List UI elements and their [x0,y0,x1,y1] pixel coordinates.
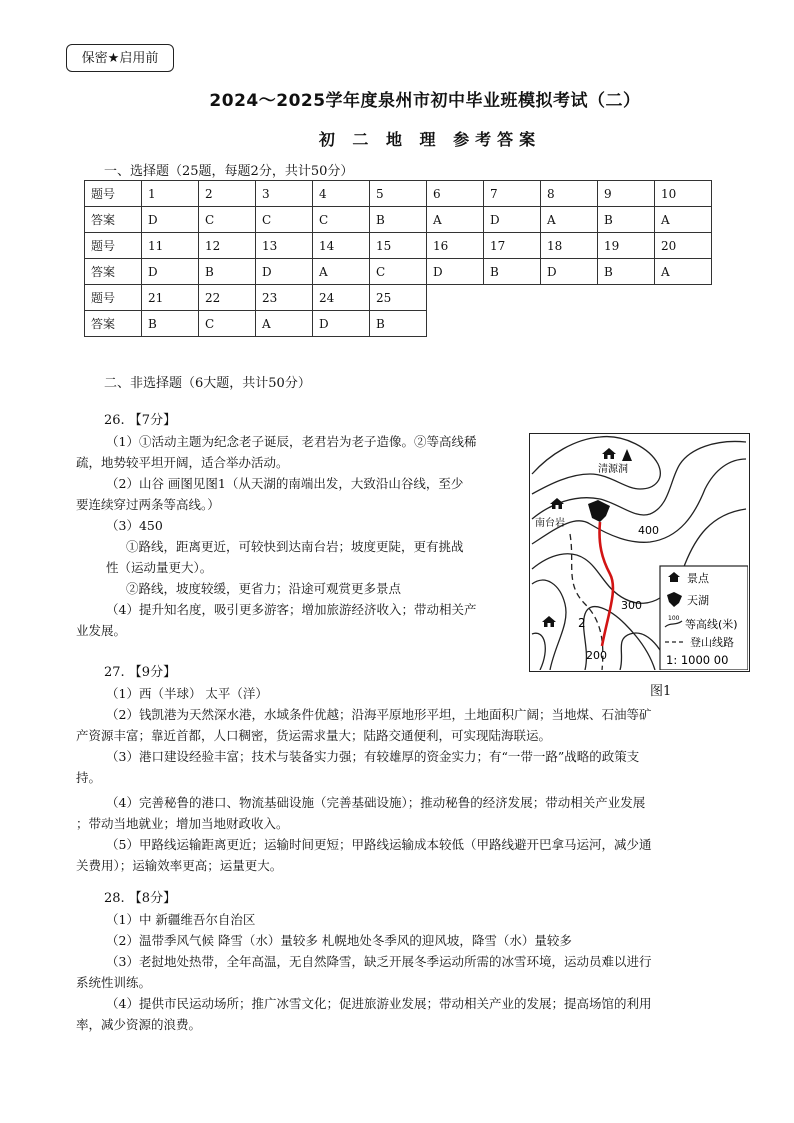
contour-line [532,437,660,494]
q28-line: 率，减少资源的浪费。 [76,1017,202,1032]
contour-line [532,441,746,519]
q28-heading: 28. 【8分】 [104,891,177,906]
confidential-label: 保密★启用前 [66,44,174,72]
answer-cell: A [541,207,598,233]
answer-cell: D [427,259,484,285]
scenic-spot-icon [542,616,556,627]
q27-line: 产资源丰富；靠近首都，人口稠密，货运需求量大；陆路交通便利，可实现陆海联运。 [76,728,552,743]
question-number-cell: 18 [541,233,598,259]
figure-caption: 图1 [650,684,672,699]
answer-cell: C [313,207,370,233]
map-scale: 1: 1000 00 [666,653,729,667]
q27-line: 持。 [76,770,102,785]
contour-map [529,433,750,672]
legend-route-label: 登山线路 [690,636,734,649]
contour-label-400: 400 [638,524,659,537]
question-number-cell: 13 [256,233,313,259]
answer-row [85,311,712,337]
answer-row-label: 答案 [85,311,142,337]
answer-cell: B [598,207,655,233]
tianhu-lake [588,500,610,522]
answer-cell: A [313,259,370,285]
q27-line: （4）完善秘鲁的港口、物流基础设施（完善基础设施）；推动秘鲁的经济发展；带动相关产业发展 [106,795,646,810]
q28-block [76,888,726,1035]
question-number-cell: 23 [256,285,313,311]
answer-cell: A [655,207,712,233]
question-number-cell: 8 [541,181,598,207]
question-number-cell: 5 [370,181,427,207]
q26-line: 疏，地势较平坦开阔，适合举办活动。 [76,455,289,470]
answer-cell: B [370,311,427,337]
q26-line: （3）450 [106,518,163,533]
question-number-cell: 12 [199,233,256,259]
question-number-cell: 14 [313,233,370,259]
answer-cell: A [427,207,484,233]
question-number-cell: 17 [484,233,541,259]
question-number-cell: 21 [142,285,199,311]
answer-cell: B [199,259,256,285]
q27-line: 关费用）；运输效率更高；运量更大。 [76,858,283,873]
question-number-cell: 24 [313,285,370,311]
legend-scenic-label: 景点 [687,572,709,585]
answer-cell: A [256,311,313,337]
q28-line: （2）温带季风气候 降雪（水）量较多 札幌地处冬季风的迎风坡，降雪（水）量较多 [106,933,572,948]
answer-cell: C [370,259,427,285]
question-number-cell: 1 [142,181,199,207]
answer-table [84,180,712,337]
question-number-row-label: 题号 [85,285,142,311]
q27-line: ；带动当地就业；增加当地财政收入。 [76,816,289,831]
q27-block [76,662,726,876]
question-number-row-label: 题号 [85,233,142,259]
q26-line: ②路线，坡度较缓，更省力；沿途可观赏更多景点 [126,581,402,596]
answer-row-label: 答案 [85,259,142,285]
q28-line: 系统性训练。 [76,975,152,990]
question-number-row [85,181,712,207]
q28-line: （3）老挝地处热带，全年高温，无自然降雪，缺乏开展冬季运动所需的冰雪环境，运动员难以进行 [106,954,652,969]
q26-line: ①路线，距离更近，可较快到达南台岩；坡度更陡，更有挑战 [126,539,464,554]
scenic-spot-icon [550,498,564,509]
answer-cell: D [313,311,370,337]
contour-map-svg [530,434,748,670]
q26-line: 要连续穿过两条等高线。） [76,497,220,512]
mountain-peak-icon [622,449,632,461]
question-number-cell: 7 [484,181,541,207]
q27-line: （5）甲路线运输距离更近；运输时间更短；甲路线运输成本较低（甲路线避开巴拿马运河，减少通 [106,837,652,852]
map-legend [660,566,748,670]
question-number-cell: 15 [370,233,427,259]
question-number-cell: 6 [427,181,484,207]
scenic-spot-icon [602,448,616,459]
q26-line: （4）提升知名度，吸引更多游客；增加旅游经济收入；带动相关产 [106,602,477,617]
q27-heading: 27. 【9分】 [104,665,177,680]
route-label: 2 [578,616,586,630]
question-number-cell: 4 [313,181,370,207]
q26-line: 性（运动量更大）。 [106,560,213,575]
place-label-qingyuandong: 清源洞 [598,464,628,475]
place-label-nantaiyan: 南台岩 [535,518,565,529]
answer-cell: D [142,207,199,233]
contour-label-300: 300 [621,599,642,612]
answer-cell: D [142,259,199,285]
q26-line: （1）①活动主题为纪念老子诞辰，老君岩为老子造像。②等高线稀 [106,434,477,449]
answer-cell: D [541,259,598,285]
q26-line: （2）山谷 画图见图1（从天湖的南端出发，大致沿山谷线，至少 [106,476,464,491]
q28-line: （4）提供市民运动场所；推广冰雪文化；促进旅游业发展；带动相关产业的发展；提高场馆的利用 [106,996,652,1011]
answer-cell: A [655,259,712,285]
exam-title: 2024～2025学年度泉州市初中毕业班模拟考试（二） [209,91,641,111]
answer-key-subtitle: 初 二 地 理 参考答案 [318,130,542,149]
question-number-row [85,233,712,259]
q28-line: （1）中 新疆维吾尔自治区 [106,912,256,927]
question-number-cell: 9 [598,181,655,207]
answer-cell: B [142,311,199,337]
legend-lake-label: 天湖 [687,594,709,607]
answer-row-label: 答案 [85,207,142,233]
q26-heading: 26. 【7分】 [104,413,177,428]
question-number-cell: 25 [370,285,427,311]
section2-heading: 二、非选择题（6大题，共计50分） [104,376,311,391]
answer-cell: D [484,207,541,233]
q27-line: （1）西（半球） 太平（洋） [106,686,268,701]
answer-cell: D [256,259,313,285]
question-number-cell: 3 [256,181,313,207]
question-number-cell: 10 [655,181,712,207]
answer-cell: C [256,207,313,233]
answer-row [85,259,712,285]
question-number-cell: 16 [427,233,484,259]
q26-block [76,410,526,641]
answer-row [85,207,712,233]
question-number-row [85,285,712,311]
q27-line: （2）钱凯港为天然深水港，水域条件优越；沿海平原地形平坦，土地面积广阔；当地煤、石油等矿 [106,707,652,722]
legend-contour-value: 100 [668,615,680,622]
legend-contour-label: 等高线(米) [685,618,738,631]
answer-cell: B [484,259,541,285]
answer-cell: C [199,207,256,233]
question-number-cell: 19 [598,233,655,259]
question-number-cell: 11 [142,233,199,259]
section1-heading: 一、选择题（25题，每题2分，共计50分） [104,164,354,179]
question-number-cell: 2 [199,181,256,207]
contour-label-200: 200 [586,649,607,662]
question-number-cell: 22 [199,285,256,311]
q27-line: （3）港口建设经验丰富；技术与装备实力强；有较雄厚的资金实力；有“一带一路”战略的政策支 [106,749,640,764]
answer-cell: C [199,311,256,337]
answer-cell: B [370,207,427,233]
question-number-cell: 20 [655,233,712,259]
q26-line: 业发展。 [76,623,127,638]
answer-cell: B [598,259,655,285]
question-number-row-label: 题号 [85,181,142,207]
